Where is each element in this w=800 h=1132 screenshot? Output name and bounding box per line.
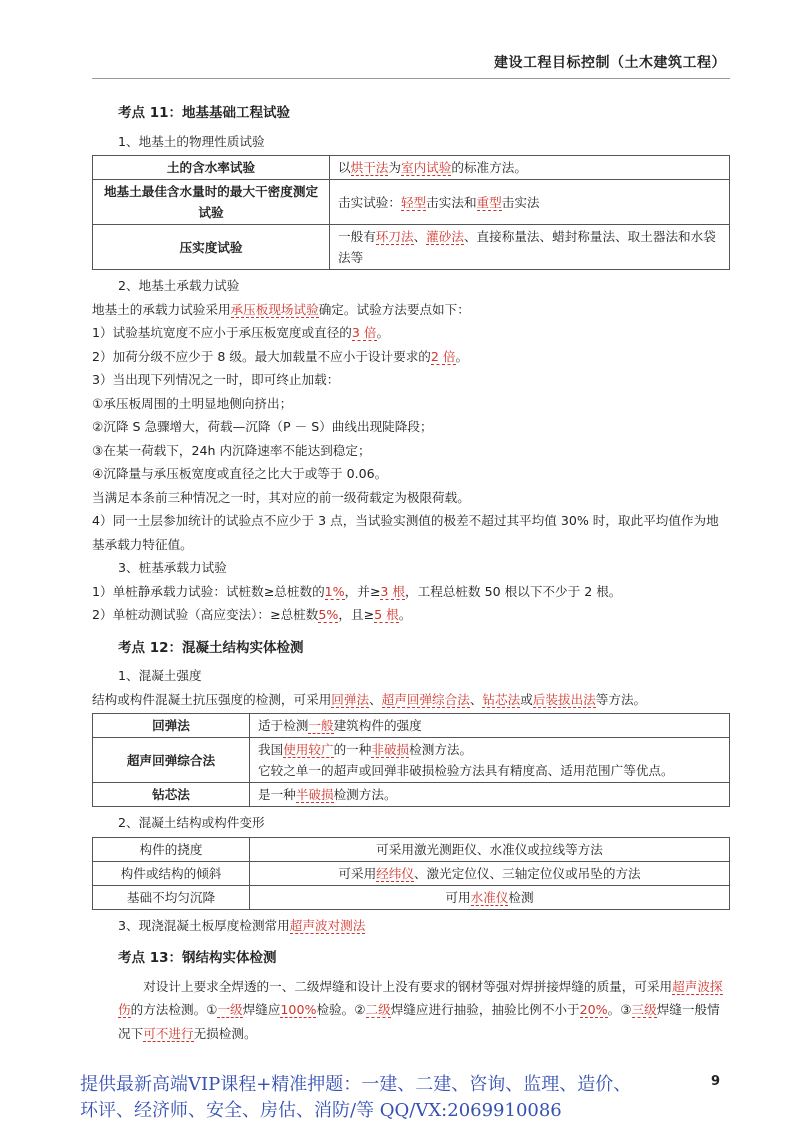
table-value-cell: [330, 225, 730, 270]
highlight-text: 可不进行: [143, 1025, 194, 1041]
table-row: [93, 180, 730, 225]
table-key-cell: 构件或结构的倾斜: [93, 861, 250, 885]
text-run: 可用: [445, 889, 471, 905]
table-key-cell: 超声回弹综合法: [93, 738, 250, 783]
table-concrete-deformation: [92, 837, 730, 910]
paragraph: [92, 603, 730, 627]
text-run: 1）单桩静承载力试验：试桩数≥总桩数的: [92, 583, 325, 599]
text-run: 。: [376, 325, 390, 340]
text-run: 。: [455, 348, 469, 364]
text-run: 结构或构件混凝土抗压强度的检测，可采用: [92, 691, 332, 707]
table-key-cell: 钻芯法: [93, 783, 250, 807]
table-row: [93, 714, 730, 738]
running-header: 建设工程目标控制（土木建筑工程）: [494, 55, 726, 71]
table-value-cell: [250, 885, 730, 909]
paragraph: 当满足本条前三种情况之一时，其对应的前一级荷载定为极限荷载。: [92, 489, 470, 505]
highlight-text: 超声波探伤: [118, 978, 723, 1017]
paragraph: [92, 321, 730, 345]
table-key-cell: 地基土最佳含水量时的最大干密度测定试验: [93, 180, 330, 225]
text-run: 的一种: [333, 742, 372, 757]
text-run: 、: [413, 229, 427, 244]
text-run: 一般有: [338, 229, 376, 244]
paragraph: [92, 580, 730, 604]
section-12-title: 考点 12：混凝土结构实体检测: [118, 639, 304, 656]
table-value-cell: 可采用激光测距仪、水准仪或拉线等方法: [250, 837, 730, 861]
highlight-text: 重型: [476, 194, 502, 210]
footer-ad-line-1: 提供最新高端VIP课程+精准押题：一建、二建、咨询、监理、造价、: [80, 1074, 632, 1095]
text-run: 焊缝应进行抽验，抽验比例不小于: [390, 1002, 580, 1017]
table-key-cell: 土的含水率试验: [93, 156, 330, 180]
text-run: 检测方法。: [409, 742, 473, 757]
text-run: ，并≥: [344, 583, 381, 599]
highlight-text: 灌砂法: [426, 229, 464, 244]
text-run: 击实法: [501, 194, 540, 210]
text-run: 。: [398, 607, 412, 622]
s11-subtitle-1: 1、地基土的物理性质试验: [118, 133, 265, 149]
s12-subtitle-3: [118, 914, 730, 938]
text-run: 可采用: [338, 865, 377, 881]
table-soil-physical-tests: [92, 155, 730, 270]
text-run: 、: [369, 691, 382, 707]
highlight-text: 3 倍: [351, 325, 377, 340]
highlight-text: 超声回弹综合法: [381, 691, 470, 707]
section-13-title: 考点 13：钢结构实体检测: [118, 950, 277, 966]
highlight-text: 水准仪: [470, 889, 509, 905]
highlight-text: 环刀法: [375, 229, 414, 244]
paragraph: [92, 688, 730, 712]
table-key-cell: 压实度试验: [93, 225, 330, 270]
text-run: 2）单桩动测试验（高应变法）：≥总桩数: [92, 607, 319, 622]
table-row: [93, 738, 730, 783]
table-row: [93, 861, 730, 885]
document-body: [92, 96, 730, 1045]
highlight-text: 室内试验: [400, 160, 452, 175]
text-run: 的标准方法。: [451, 160, 527, 175]
highlight-text: 1%: [324, 583, 345, 599]
table-key-cell: 基础不均匀沉降: [93, 885, 250, 909]
text-run: 2）加荷分级不应少于 8 级。最大加载量不应小于设计要求的: [92, 348, 431, 364]
highlight-text: 承压板现场试验: [230, 301, 319, 317]
text-run: 无损检测。: [193, 1025, 257, 1041]
text-run: 检验。②: [316, 1002, 366, 1017]
table-row: [93, 837, 730, 861]
text-run: 检测: [508, 889, 534, 905]
text-run: 适于检测: [258, 718, 309, 733]
text-run: ，工程总桩数 50 根以下不少于 2 根。: [405, 583, 622, 599]
text-run: 是一种: [258, 787, 296, 802]
highlight-text: 20%: [579, 1002, 608, 1017]
table-value-cell: [330, 156, 730, 180]
page-number: 9: [710, 1074, 720, 1089]
highlight-text: 5 根: [374, 607, 399, 622]
highlight-text: 超声波对测法: [289, 917, 366, 933]
paragraph: ①承压板周围的土明显地侧向挤出；: [92, 395, 293, 411]
s11-subtitle-2: 2、地基土承载力试验: [118, 278, 240, 293]
table-row: [93, 783, 730, 807]
text-run: 地基土的承载力试验采用: [92, 301, 231, 317]
table-value-cell: [250, 861, 730, 885]
text-run: 焊缝一般情况下: [118, 1002, 720, 1041]
text-run: 的方法检测。①: [130, 1002, 218, 1017]
table-row: [93, 885, 730, 909]
table-key-cell: 回弹法: [93, 714, 250, 738]
text-run: 以: [338, 160, 351, 175]
highlight-text: 经纬仪: [376, 865, 414, 881]
table-concrete-strength: [92, 713, 730, 807]
table-value-cell: [330, 180, 730, 225]
paragraph: [92, 345, 730, 369]
paragraph: [118, 975, 730, 1046]
highlight-text: 半破损: [295, 787, 334, 802]
text-run: 1）试验基坑宽度不应小于承压板宽度或直径的: [92, 325, 352, 340]
highlight-text: 100%: [280, 1002, 317, 1017]
footer-ad-line-2: 环评、经济师、安全、房估、消防/等 QQ/VX:2069910086: [80, 1100, 562, 1121]
highlight-text: 一般: [308, 718, 334, 733]
highlight-text: 二级: [365, 1002, 391, 1017]
text-run: 确定。试验方法要点如下：: [318, 301, 470, 317]
paragraph: 4）同一土层参加统计的试验点不应少于 3 点，当试验实测值的极差不超过其平均值 30% 时，取此平均值作为地基承载力特征值。: [92, 513, 719, 552]
highlight-text: 使用较广: [283, 742, 334, 757]
text-run: 检测方法。: [333, 787, 397, 802]
highlight-text: 三级: [631, 1002, 657, 1017]
text-run: 击实法和: [426, 194, 477, 210]
text-run: 3、现浇混凝土板厚度检测常用: [118, 917, 290, 933]
paragraph: 3）当出现下列情况之一时，即可终止加载：: [92, 372, 340, 387]
table-row: [93, 156, 730, 180]
paragraph: [92, 298, 730, 322]
text-run: 击实试验：: [338, 194, 401, 210]
cell-line: 它较之单一的超声或回弹非破损检验方法具有精度高、适用范围广等优点。: [258, 763, 674, 778]
highlight-text: 回弹法: [331, 691, 370, 707]
text-run: 。③: [607, 1002, 632, 1017]
text-run: 、直接称量法、蜡封称量法、取土器法和水袋法等: [338, 229, 716, 265]
highlight-text: 3 根: [380, 583, 406, 599]
highlight-text: 钻芯法: [482, 691, 521, 707]
highlight-text: 轻型: [400, 194, 427, 210]
table-key-cell: 构件的挠度: [93, 837, 250, 861]
text-run: 为: [388, 160, 401, 175]
text-run: 对设计上要求全焊透的一、二级焊缝和设计上没有要求的钢材等强对焊拼接焊缝的质量，可采用: [143, 978, 673, 994]
highlight-text: 5%: [318, 607, 339, 622]
s11-subtitle-3: 3、桩基承载力试验: [118, 560, 227, 575]
text-run: 焊缝应: [242, 1002, 281, 1017]
table-value-cell: [250, 783, 730, 807]
text-run: 或: [520, 691, 533, 707]
highlight-text: 烘干法: [350, 160, 389, 175]
text-run: 建筑构件的强度: [333, 718, 422, 733]
header-divider: [92, 78, 730, 79]
table-row: [93, 225, 730, 270]
text-run: 、: [469, 691, 483, 707]
table-value-cell: [250, 714, 730, 738]
paragraph: ②沉降 S 急骤增大，荷载—沉降（P － S）曲线出现陡降段；: [92, 419, 433, 434]
cell-line: [258, 739, 721, 760]
paragraph: ④沉降量与承压板宽度或直径之比大于或等于 0.06。: [92, 466, 388, 481]
paragraph: ③在某一荷载下，24h 内沉降速率不能达到稳定；: [92, 442, 371, 458]
highlight-text: 一级: [217, 1002, 243, 1017]
highlight-text: 后装拔出法: [532, 691, 596, 707]
text-run: 等方法。: [595, 691, 647, 707]
table-value-cell: [250, 738, 730, 783]
section-11-title: 考点 11：地基基础工程试验: [118, 105, 290, 121]
text-run: ，且≥: [338, 607, 375, 622]
s12-subtitle-2: 2、混凝土结构或构件变形: [118, 815, 265, 830]
s12-subtitle-1: 1、混凝土强度: [118, 668, 202, 683]
text-run: 我国: [258, 742, 284, 757]
highlight-text: 非破损: [371, 742, 410, 757]
text-run: 、激光定位仪、三轴定位仪或吊坠的方法: [413, 865, 641, 881]
highlight-text: 2 倍: [430, 348, 456, 364]
